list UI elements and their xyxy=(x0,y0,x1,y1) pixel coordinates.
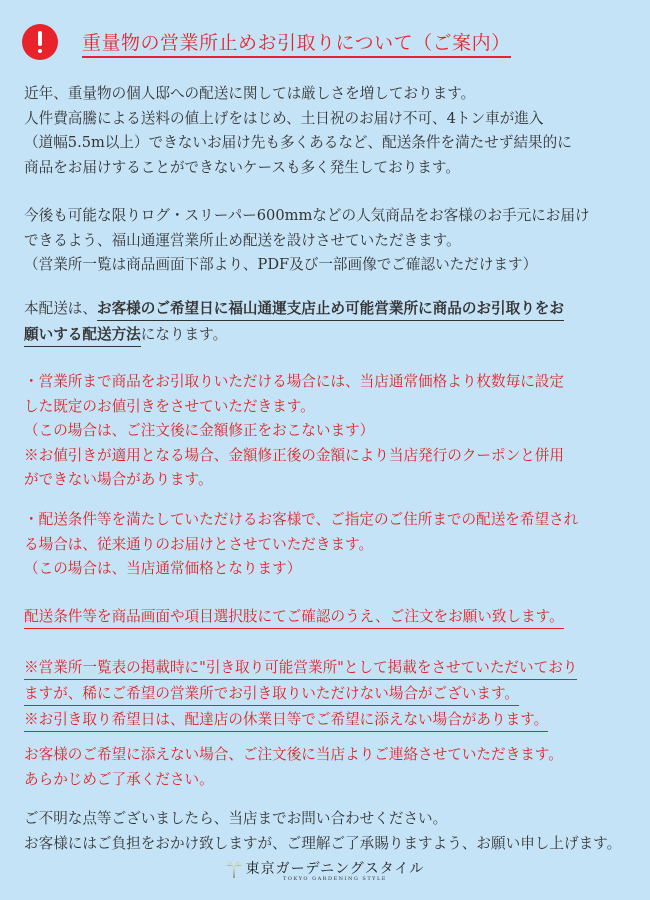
contact-line: お客様のご希望に添えない場合、ご注文後に当店よりご連絡させていただきます。 xyxy=(24,746,563,763)
logo-text: 東京ガーデニングスタイル xyxy=(245,861,425,877)
closing-paragraph xyxy=(24,807,636,856)
note-line: ますが、稀にご希望の営業所でお引き取りいただけない場合がございます。 xyxy=(24,683,519,706)
exclamation-circle-icon xyxy=(22,24,58,60)
delivery-line: ・配送条件等を満たしていただけるお客様で、ご指定のご住所までの配送を希望され xyxy=(24,511,579,528)
method-paragraph xyxy=(24,296,636,348)
page-title: 重量物の営業所止めお引取りについて（ご案内） xyxy=(82,28,511,58)
pickup-paragraph xyxy=(24,370,636,493)
pickup-line: ※お値引きが適用となる場合、金額修正後の金額により当店発行のクーポンと併用 xyxy=(24,446,564,464)
closing-line: お客様にはご負担をおかけ致しますが、ご理解ご了承賜りますよう、お願い申し上げます。 xyxy=(24,834,622,852)
delivery-line: る場合は、従来通りのお届けとさせていただきます。 xyxy=(24,535,374,553)
intro-line: 人件費高騰による送料の値上げをはじめ、土日祝のお届け不可、4トン車が進入 xyxy=(24,109,544,127)
continue-paragraph xyxy=(24,204,636,278)
intro-line: 商品をお届けすることができないケースも多く発生しております。 xyxy=(24,158,460,176)
pickup-line: した既定のお値引きをさせていただきます。 xyxy=(24,397,315,415)
continue-line: 今後も可能な限りログ・スリーパー600mmなどの人気商品をお客様のお手元にお届け xyxy=(24,207,590,224)
delivery-line: （この場合は、当店通常価格となります） xyxy=(24,560,302,577)
intro-line: （道幅5.5m以上）できないお届け先も多くあるなど、配送条件を満たせず結果的に xyxy=(24,134,572,151)
palm-tree-icon xyxy=(226,861,242,879)
notes-paragraph xyxy=(24,655,636,733)
closing-line: ご不明な点等ございましたら、当店までお問い合わせください。 xyxy=(24,810,448,827)
method-emphasis: 願いする配送方法 xyxy=(24,324,141,347)
intro-line: 近年、重量物の個人邸への配送に関しては厳しさを増しております。 xyxy=(24,85,476,102)
method-emphasis: お客様のご希望日に福山通運支店止め可能営業所に商品のお引取りをお xyxy=(97,298,564,321)
contact-paragraph xyxy=(24,743,636,792)
confirm-text: 配送条件等を商品画面や項目選択肢にてご確認のうえ、ご注文をお願い致します。 xyxy=(24,606,564,629)
pickup-line: ができない場合があります。 xyxy=(24,471,213,488)
continue-line: できるよう、福山通運営業所止め配送を設けさせていただきます。 xyxy=(24,231,461,249)
note-line: ※営業所一覧表の掲載時に"引き取り可能営業所"として掲載をさせていただいており xyxy=(24,657,577,680)
pickup-line: （この場合は、ご注文後に金額修正をおこないます） xyxy=(24,422,375,439)
confirm-paragraph xyxy=(24,605,636,630)
contact-line: あらかじめご了承ください。 xyxy=(24,770,214,788)
notice-header xyxy=(22,24,632,60)
pickup-line: ・営業所まで商品をお引取りいただける場合には、当店通常価格より枚数毎に設定 xyxy=(24,373,564,390)
delivery-paragraph xyxy=(24,508,636,582)
method-suffix: になります。 xyxy=(140,326,228,343)
continue-line: （営業所一覧は商品画面下部より、PDF及び一部画像でご確認いただけます） xyxy=(24,256,538,273)
logo-subtitle: TOKYO GARDENING STYLE xyxy=(283,876,387,882)
method-prefix: 本配送は、 xyxy=(24,300,97,317)
store-logo xyxy=(0,858,650,883)
intro-paragraph xyxy=(24,82,636,180)
note-line: ※お引き取り希望日は、配達店の休業日等でご希望に添えない場合があります。 xyxy=(24,709,548,732)
